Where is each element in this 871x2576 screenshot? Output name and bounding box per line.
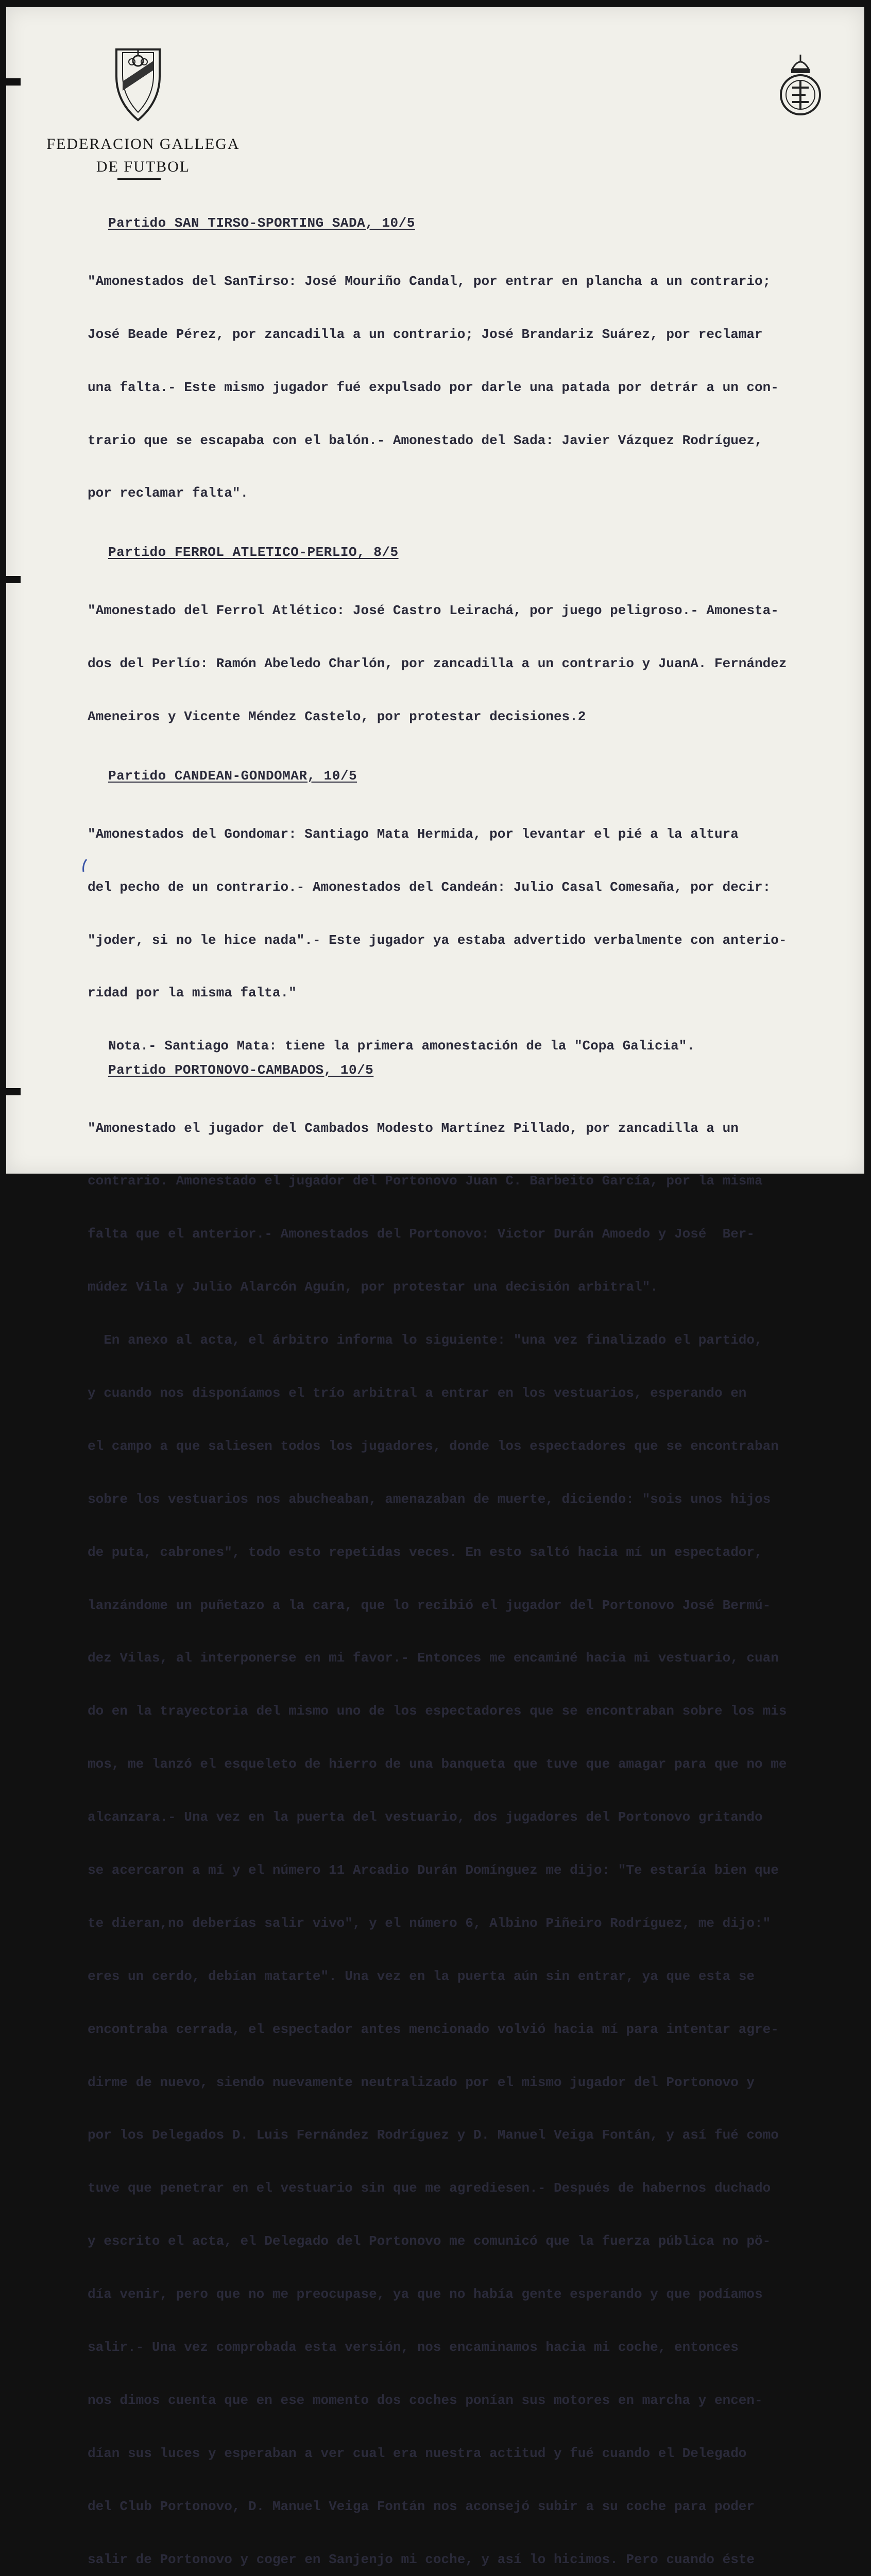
pen-mark-icon [80,858,89,873]
report-line: mos, me lanzó el esqueleto de hierro de una banqueta que tuve que amagar para que no me [88,1756,787,1772]
report-line: falta que el anterior.- Amonestados del Portonovo: Victor Durán Amoedo y José Ber- [88,1226,755,1242]
match-title-san-tirso-sada: Partido SAN TIRSO-SPORTING SADA, 10/5 [108,215,415,231]
report-body [88,211,845,2576]
report-line: dían sus luces y esperaban a ver cual era nuestra actitud y fué cuando el Delegado [88,2445,747,2461]
report-line: de puta, cabrones", todo esto repetidas veces. En esto saltó hacia mí un espectador, [88,1544,763,1560]
rfef-crest-logo [777,54,824,118]
report-line: Ameneiros y Vicente Méndez Castelo, por protestar decisiones.2 [88,709,586,725]
report-line: lanzándome un puñetazo a la cara, que lo recibió el jugador del Portonovo José Bermú- [88,1597,771,1613]
report-line: por reclamar falta". [88,485,249,501]
report-line: encontraba cerrada, el espectador antes mencionado volvió hacia mí para intentar agre- [88,2021,779,2037]
report-line: una falta.- Este mismo jugador fué expulsado por darle una patada por detrár a un con- [88,379,779,395]
federation-name [35,133,251,178]
report-line: "Amonestados del SanTirso: José Mouriño Candal, por entrar en plancha a un contrario; [88,273,771,289]
punch-hole [6,78,21,86]
report-line: dez Vilas, al interponerse en mi favor.- Entonces me encaminé hacia mi vestuario, cuan [88,1650,779,1666]
report-line: el campo a que saliesen todos los jugadores, donde los espectadores que se encontraban [88,1438,779,1454]
report-line: y cuando nos disponíamos el trío arbitral a entrar en los vestuarios, esperando en [88,1385,747,1401]
report-line: salir de Portonovo y coger en Sanjenjo mi coche, y así lo hicimos. Pero cuando éste [88,2551,755,2567]
report-line: nos dimos cuenta que en ese momento dos coches ponían sus motores en marcha y encen- [88,2392,763,2408]
report-line: dos del Perlío: Ramón Abeledo Charlón, por zancadilla a un contrario y JuanA. Fernández [88,656,787,672]
report-line: alcanzara.- Una vez en la puerta del vestuario, dos jugadores del Portonovo gritando [88,1809,763,1825]
report-line: "joder, si no le hice nada".- Este jugador ya estaba advertido verbalmente con anterio- [88,932,787,948]
match-report-san-tirso-sada [88,237,845,537]
match-title-ferrol-perlio: Partido FERROL ATLETICO-PERLIO, 8/5 [108,545,399,561]
report-line: "Amonestado el jugador del Cambados Modesto Martínez Pillado, por zancadilla a un [88,1120,739,1136]
match-title-candean-gondomar: Partido CANDEAN-GONDOMAR, 10/5 [108,768,357,784]
punch-hole [6,576,21,583]
federation-name-line1: FEDERACION GALLEGA [46,135,240,152]
report-line: sobre los vestuarios nos abucheaban, amenazaban de muerte, diciendo: "sois unos hijos [88,1491,771,1507]
match-title-portonovo-cambados: Partido PORTONOVO-CAMBADOS, 10/5 [108,1062,374,1078]
match-report-portonovo-cambados [88,1084,845,2576]
report-line: día venir, pero que no me preocupase, ya que no había gente esperando y que podíamos [88,2286,763,2302]
match-report-ferrol-perlio [88,567,845,761]
match-report-candean-gondomar [88,790,845,1037]
federation-name-line2: DE FUTBOL [96,158,191,175]
report-line: te dieran,no deberías salir vivo", y el número 6, Albino Piñeiro Rodríguez, me dijo:" [88,1915,771,1931]
report-line: eres un cerdo, debían matarte". Una vez en la puerta aún sin entrar, ya que esta se [88,1968,755,1984]
report-line: por los Delegados D. Luis Fernández Rodríguez y D. Manuel Veiga Fontán, y así fué como [88,2127,779,2143]
match-note-candean-gondomar: Nota.- Santiago Mata: tiene la primera amonestación de la "Copa Galicia". [108,1038,695,1054]
report-line: En anexo al acta, el árbitro informa lo siguiente: "una vez finalizado el partido, [88,1332,763,1348]
report-line: y escrito el acta, el Delegado del Portonovo me comunicó que la fuerza pública no pö- [88,2233,771,2249]
report-line: tuve que penetrar en el vestuario sin que me agrediesen.- Después de habernos duchado [88,2180,771,2196]
report-line: contrario. Amonestado el jugador del Portonovo Juan C. Barbeito García, por la misma [88,1173,763,1189]
header-divider [117,178,161,180]
report-line: salir.- Una vez comprobada esta versión, nos encaminamos hacia mi coche, entonces [88,2340,739,2355]
report-line: "Amonestado del Ferrol Atlético: José Castro Leirachá, por juego peligroso.- Amonesta- [88,603,779,619]
report-line: José Beade Pérez, por zancadilla a un contrario; José Brandariz Suárez, por reclamar [88,326,763,342]
report-line: "Amonestados del Gondomar: Santiago Mata Hermida, por levantar el pié a la altura [88,826,739,842]
report-line: del Club Portonovo, D. Manuel Veiga Fontán nos aconsejó subir a su coche para poder [88,2498,755,2514]
report-line: del pecho de un contrario.- Amonestados del Candeán: Julio Casal Comesaña, por decir: [88,879,771,895]
report-line: trario que se escapaba con el balón.- Amonestado del Sada: Javier Vázquez Rodríguez, [88,432,763,448]
report-line: múdez Vila y Julio Alarcón Aguín, por protestar una decisión arbitral". [88,1279,658,1295]
punch-hole [6,1088,21,1095]
report-line: dirme de nuevo, siendo nuevamente neutralizado por el mismo jugador del Portonovo y [88,2074,755,2090]
report-line: do en la trayectoria del mismo uno de los espectadores que se encontraban sobre los mis [88,1703,787,1719]
report-line: ridad por la misma falta." [88,985,297,1001]
report-line: se acercaron a mí y el número 11 Arcadio Durán Domínguez me dijo: "Te estaría bien que [88,1862,779,1878]
federation-crest-logo [112,45,164,123]
